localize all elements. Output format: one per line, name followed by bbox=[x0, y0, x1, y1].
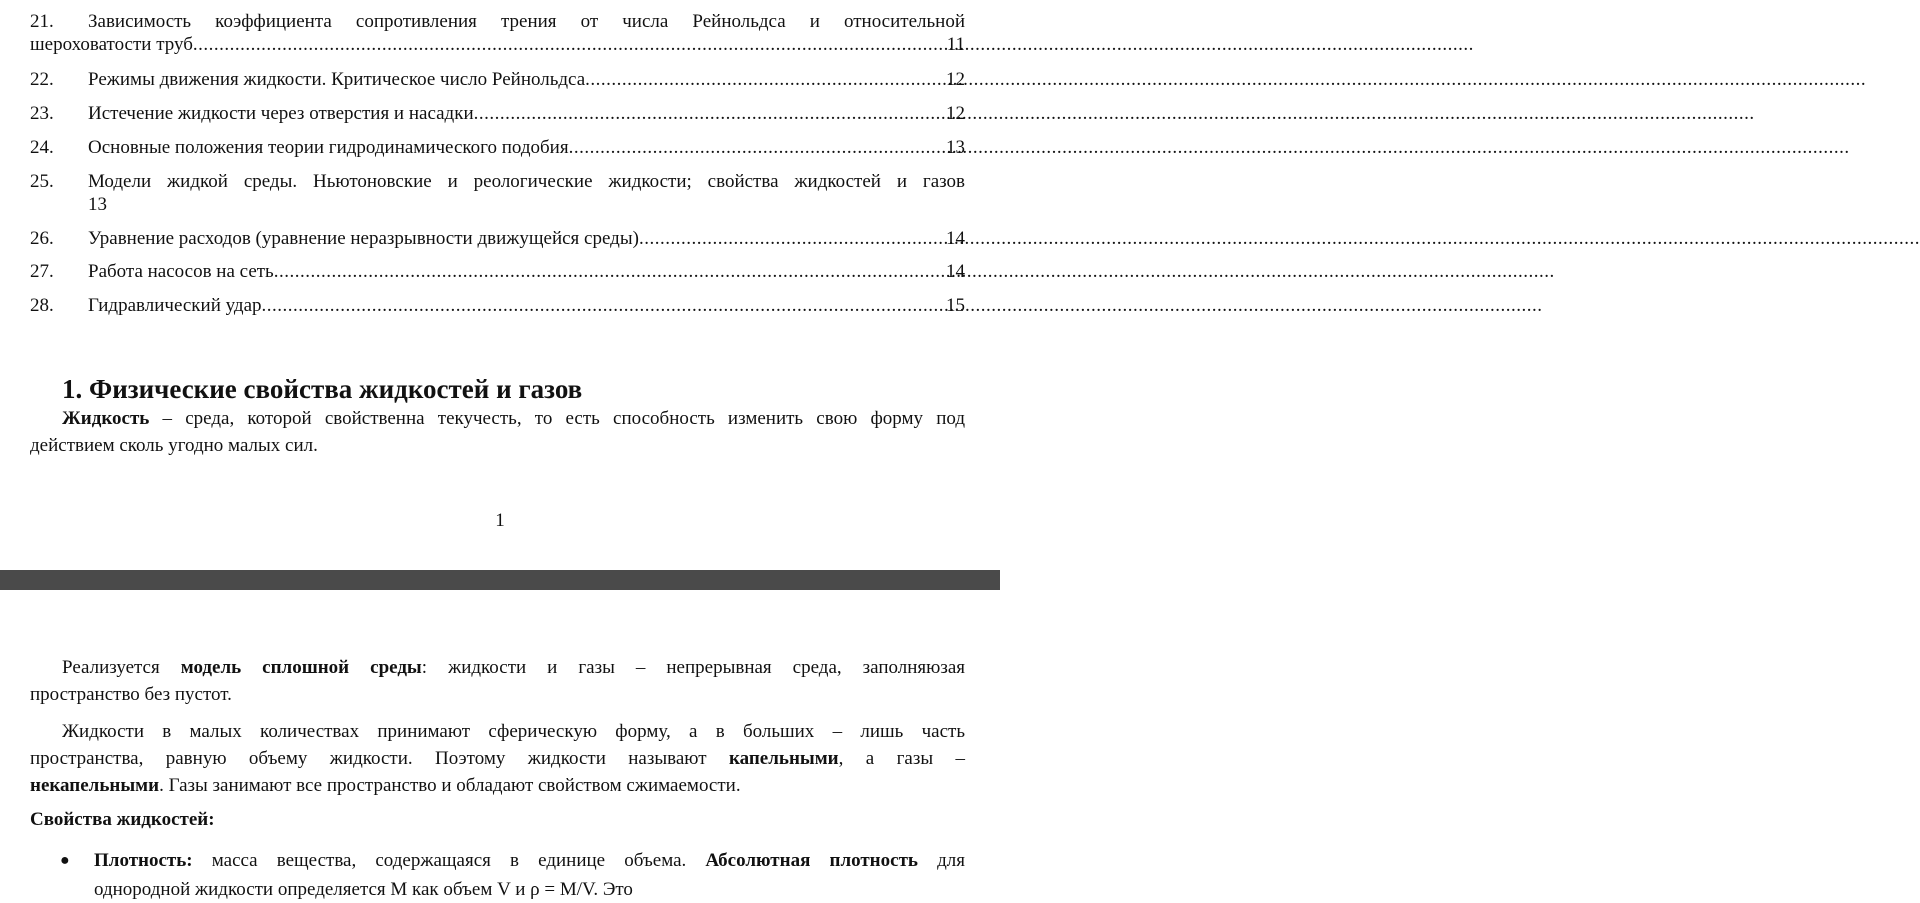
toc-page-number: 14 bbox=[946, 261, 965, 282]
toc-title: Работа насосов на сеть bbox=[88, 261, 274, 282]
toc-title: Основные положения теории гидродинамического подобия bbox=[88, 137, 569, 158]
toc-entry-25[interactable] bbox=[30, 170, 965, 216]
toc-page-number: 11 bbox=[946, 34, 965, 55]
toc-number: 22. bbox=[30, 69, 54, 90]
toc-number: 24. bbox=[30, 137, 54, 158]
toc-number: 25. bbox=[30, 171, 54, 192]
toc-title-continued: шероховатости труб bbox=[30, 34, 193, 55]
paragraph-line: пространство без пустот. bbox=[30, 684, 232, 705]
toc-page-number: 13 bbox=[946, 137, 965, 158]
text-run: , а газы – bbox=[838, 748, 966, 769]
properties-heading: Свойства жидкостей: bbox=[30, 809, 215, 830]
toc-page-number: 12 bbox=[946, 69, 965, 90]
bold-term: Абсолютная плотность bbox=[705, 850, 918, 871]
toc-page-number: 12 bbox=[946, 103, 965, 124]
toc-dot-leader bbox=[569, 136, 946, 159]
toc-page-number: 14 bbox=[946, 228, 965, 249]
toc-entry-24[interactable] bbox=[30, 136, 965, 159]
toc-title: Модели жидкой среды. Ньютоновские и реологические жидкости; свойства жидкостей и газов bbox=[88, 171, 965, 192]
bullet-text bbox=[94, 847, 965, 874]
toc-number: 27. bbox=[30, 261, 54, 282]
text-run: для bbox=[917, 850, 965, 871]
text-run: : жидкости и газы – непрерывная среда, заполняюзая bbox=[421, 657, 966, 678]
cutoff-text-line bbox=[94, 876, 964, 900]
toc-entry-23[interactable] bbox=[30, 102, 965, 125]
toc-title: Истечение жидкости через отверстия и насадки bbox=[88, 103, 474, 124]
toc-number: 21. bbox=[30, 11, 54, 32]
toc-entry-27[interactable] bbox=[30, 260, 965, 283]
toc-title: Гидравлический удар bbox=[88, 295, 262, 316]
toc-number: 23. bbox=[30, 103, 54, 124]
toc-entry-26[interactable] bbox=[30, 227, 965, 250]
toc-dot-leader bbox=[585, 68, 946, 91]
toc-number: 28. bbox=[30, 295, 54, 316]
paragraph-line bbox=[30, 772, 965, 799]
paragraph-line: Жидкости в малых количествах принимают сферическую форму, а в больших – лишь часть bbox=[62, 721, 965, 742]
document-page-1 bbox=[0, 0, 1000, 570]
toc-dot-leader bbox=[262, 294, 946, 317]
toc-dot-leader bbox=[474, 102, 946, 125]
section-heading: 1. Физические свойства жидкостей и газов bbox=[62, 374, 583, 404]
toc-page-number: 13 bbox=[88, 194, 107, 215]
toc-title: Режимы движения жидкости. Критическое число Рейнольдса bbox=[88, 69, 586, 90]
paragraph-line bbox=[30, 745, 965, 772]
bold-term: капельными bbox=[728, 748, 839, 769]
toc-title: Уравнение расходов (уравнение неразрывности движущейся среды) bbox=[88, 228, 639, 249]
text-run: Реализуется bbox=[62, 657, 181, 678]
definition-line-2: действием сколь угодно малых сил. bbox=[30, 435, 318, 456]
page-number: 1 bbox=[495, 510, 505, 531]
page-separator bbox=[0, 570, 1000, 590]
toc-title: Зависимость коэффициента сопротивления трения от числа Рейнольдса и относительной bbox=[88, 11, 965, 32]
document-page-2 bbox=[0, 590, 1000, 900]
text-run: однородной жидкости определяется M как объем V и ρ = M/V. Это bbox=[94, 879, 633, 900]
definition-paragraph bbox=[30, 405, 965, 459]
toc-number: 26. bbox=[30, 228, 54, 249]
bold-term: некапельными bbox=[30, 775, 160, 796]
definition-text: – среда, которой свойственна текучесть, то есть способность изменить свою форму под bbox=[149, 408, 965, 429]
toc-dot-leader bbox=[193, 33, 947, 56]
toc-dot-leader bbox=[274, 260, 946, 283]
toc-entry-28[interactable] bbox=[30, 294, 965, 317]
paragraph-continuum-model bbox=[30, 654, 965, 708]
bullet-item-density bbox=[60, 847, 965, 874]
toc-entry-22[interactable] bbox=[30, 68, 965, 91]
toc-entry-21[interactable] bbox=[30, 10, 965, 56]
text-run: . Газы занимают все пространство и обладают свойством сжимаемости. bbox=[159, 775, 741, 796]
bullet-icon: ● bbox=[60, 852, 70, 869]
toc-dot-leader bbox=[639, 227, 946, 250]
definition-term: Жидкость bbox=[62, 408, 150, 429]
toc-page-number: 15 bbox=[946, 295, 965, 316]
paragraph-droplet bbox=[30, 718, 965, 799]
definition-line-1 bbox=[30, 405, 965, 432]
paragraph-line bbox=[30, 654, 965, 681]
bold-term: Плотность: bbox=[94, 850, 193, 871]
text-run: масса вещества, содержащаяся в единице объема. bbox=[192, 850, 706, 871]
text-run: пространства, равную объему жидкости. Поэтому жидкости называют bbox=[30, 748, 729, 769]
bold-term: модель сплошной среды bbox=[180, 657, 422, 678]
